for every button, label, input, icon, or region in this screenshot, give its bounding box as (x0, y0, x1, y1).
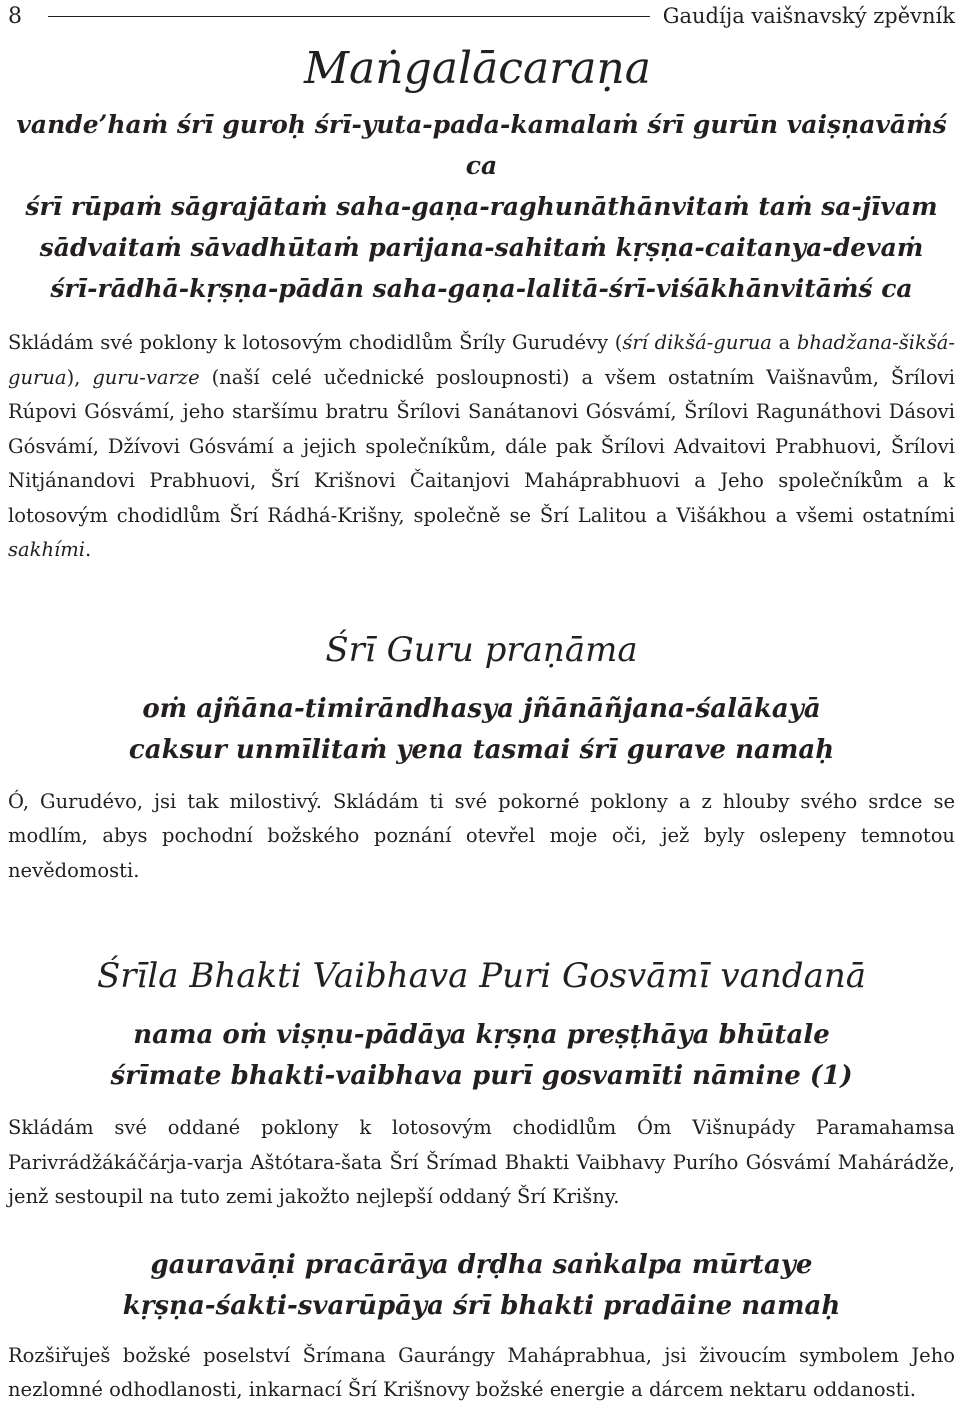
translation-vandana-1: Skládám své oddané poklony k lotosovým chodidlům Óm Višnupády Paramahamsa Parivrádžákáčárja-varja Aštótara-šata Šrí Šrímad Bhakti Vaibhavy Purího Gósvámí Mahárádže, jenž sestoupil na tuto zemi jakožto nejlepší oddaný Šrí Krišny. (8, 1116, 955, 1208)
term-guru-varga: guru-varze (92, 365, 200, 389)
verse-vandana-2 (8, 1245, 955, 1327)
page-number: 8 (8, 4, 22, 29)
term-bhajana-siksa-guru: bhadžana-šikšá-gurua (8, 331, 955, 389)
translation-text: . (84, 538, 92, 561)
translation-mangalacarana (8, 326, 955, 568)
translation-text: Skládám své poklony k lotosovým chodidlům Šríly Gurudévy ( (8, 331, 623, 354)
verse-line: nama oṁ viṣṇu-pādāya kṛṣṇa preṣṭhāya bhūtale (133, 1020, 830, 1050)
translation-text: a (771, 331, 797, 354)
verse-line: caksur unmīlitaṁ yena tasmai śrī gurave namaḥ (128, 734, 835, 765)
book-page (8, 0, 955, 1408)
section-title-vandana: Śrīla Bhakti Vaibhava Puri Gosvāmī vandanā (96, 956, 867, 996)
verse-line: śrīmate bhakti-vaibhava purī gosvamīti nāmine (1) (110, 1061, 853, 1091)
translation-text: (naší celé učednické posloupnosti) a všem ostatním Vaišnavům, Šrílovi Rúpovi Gósvámí, jeho staršímu bratru Šrílovi Sanátanovi Gósvámí, Šrílovi Ragunáthovi Dásovi Gósvámí, Džívovi Gósvámí a jejich společníkům, dále pak Šrílovi Advaitovi Prabhuovi, Šrílovi Nitjánandovi Prabhuovi, Šrí Krišnovi Čaitanjovi Maháprabhuovi a Jeho společníkům a k lotosovým chodidlům Šrí Rádhá-Krišny, společně se Šrí Lalitou a Višákhou a všemi ostatními (8, 365, 955, 527)
translation-guru-pranama: Ó, Gurudévo, jsi tak milostivý. Skládám ti své pokorné poklony a z hlouby svého srdce se modlím, abys pochodní božského poznání otevřel moje oči, jež byly oslepeny temnotou nevědomosti. (8, 789, 955, 882)
term-sakhi: sakhími (8, 538, 85, 561)
verse-line: kṛṣṇa-śakti-svarūpāya śrī bhakti pradāine namaḥ (122, 1290, 841, 1321)
verse-line: śrī-rādhā-kṛṣṇa-pādān saha-gaṇa-lalitā-śrī-viśākhānvitāṁś ca (50, 274, 913, 303)
verse-line: vande’haṁ śrī guroḥ śrī-yuta-pada-kamalaṁ śrī gurūn vaiṣṇavāṁś ca (16, 110, 947, 180)
book-title: Gaudíja vaišnavský zpěvník (662, 4, 955, 28)
term-diksa-guru: śrí dikšá-gurua (622, 331, 772, 354)
verse-line: gauravāṇi pracārāya dṛḍha saṅkalpa mūrtaye (150, 1249, 813, 1280)
header-rule (48, 16, 650, 17)
translation-text: ), (66, 365, 93, 389)
verse-line: sādvaitaṁ sāvadhūtaṁ parijana-sahitaṁ kṛṣṇa-caitanya-devaṁ (39, 233, 924, 262)
verse-line: oṁ ajñāna-timirāndhasya jñānāñjana-śalākayā (142, 693, 821, 724)
section-title-guru-pranama: Śrī Guru praṇāma (325, 629, 638, 670)
verse-vandana-1 (8, 1015, 955, 1097)
verse-guru-pranama (8, 689, 955, 771)
running-header (8, 0, 955, 34)
verse-mangalacarana (8, 104, 955, 309)
verse-line: śrī rūpaṁ sāgrajātaṁ saha-gaṇa-raghunāthānvitaṁ taṁ sa-jīvam (25, 192, 938, 221)
section-title-mangalacarana: Maṅgalācaraṇa (303, 43, 652, 94)
translation-vandana-2: Rozšiřuješ božské poselství Šrímana Gaurángy Maháprabhua, jsi živoucím symbolem Jeho nezlomné odhodlanosti, inkarnací Šrí Krišnovy božské energie a dárcem nektaru oddanosti. (8, 1343, 955, 1401)
